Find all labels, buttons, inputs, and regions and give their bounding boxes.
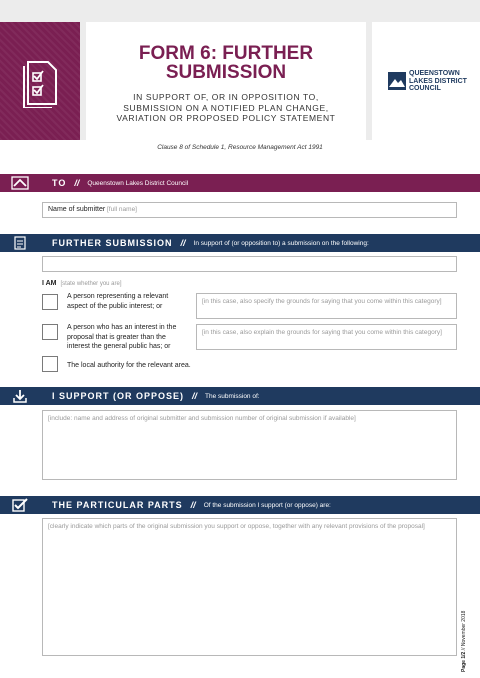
checkbox-tick-icon xyxy=(12,498,28,512)
greater-interest-option: A person who has an interest in the proposal that is greater than the interest the general public has; or xyxy=(67,324,177,350)
council-logo: QUEENSTOWN LAKES DISTRICT COUNCIL xyxy=(388,70,467,93)
local-authority-option: The local authority for the relevant area. xyxy=(67,362,191,369)
particular-parts-bar: THE PARTICULAR PARTS // Of the submission I support (or oppose) are: xyxy=(0,496,480,514)
to-recipient: Queenstown Lakes District Council xyxy=(87,179,189,187)
form-subtitle: IN SUPPORT OF, OR IN OPPOSITION TO, SUBMISSION ON A NOTIFIED PLAN CHANGE, VARIATION OR PROPOSED POLICY STATEMENT xyxy=(116,92,336,123)
to-label: TO xyxy=(52,178,67,188)
clause-reference: Clause 8 of Schedule 1, Resource Management Act 1991 xyxy=(157,144,323,151)
logo-box xyxy=(372,22,480,140)
document-icon xyxy=(14,236,26,250)
further-submission-desc: In support of (or opposition to) a submission on the following: xyxy=(193,239,369,247)
particular-parts-label: THE PARTICULAR PARTS xyxy=(52,500,183,510)
submitter-name-hint: [full name] xyxy=(107,206,137,213)
house-icon xyxy=(11,176,29,190)
support-oppose-label: I SUPPORT (OR OPPOSE) xyxy=(52,391,185,401)
submitter-name-label: Name of submitter xyxy=(48,206,106,213)
support-oppose-desc: The submission of: xyxy=(205,392,260,400)
support-oppose-bar: I SUPPORT (OR OPPOSE) // The submission of: xyxy=(0,387,480,405)
greater-interest-grounds-field[interactable]: [in this case, also explain the grounds for saying that you come within this category] xyxy=(196,324,457,350)
greater-interest-checkbox[interactable] xyxy=(42,324,58,340)
page-number: Page 1/2 // November 2018 xyxy=(461,610,467,672)
form-title: FORM 6: FURTHER SUBMISSION xyxy=(138,43,314,83)
further-submission-bar: FURTHER SUBMISSION // In support of (or opposition to) a submission on the following: xyxy=(0,234,480,252)
submitter-name-field[interactable] xyxy=(42,202,457,218)
public-interest-checkbox[interactable] xyxy=(42,294,58,310)
mountain-logo-icon xyxy=(388,72,406,90)
particular-parts-desc: Of the submission I support (or oppose) are: xyxy=(203,501,331,509)
title-box xyxy=(86,22,366,140)
i-am-heading: I AM [state whether you are] xyxy=(42,280,122,287)
form-header xyxy=(0,0,480,140)
header-icon-block xyxy=(0,22,80,140)
further-submission-label: FURTHER SUBMISSION xyxy=(52,238,173,248)
submission-subject-field[interactable] xyxy=(42,256,457,272)
to-section-bar: TO // Queenstown Lakes District Council xyxy=(0,174,480,192)
public-interest-option: A person representing a relevant aspect of the public interest; or xyxy=(67,293,169,310)
download-arrow-icon xyxy=(13,389,27,403)
particular-parts-field[interactable]: [clearly indicate which parts of the original submission you support or oppose, together with any relevant provisions of the proposal] xyxy=(42,518,457,656)
document-checklist-icon xyxy=(22,58,60,108)
public-interest-grounds-field[interactable]: [in this case, also specify the grounds for saying that you come within this category] xyxy=(196,293,457,319)
original-submission-field[interactable]: [include: name and address of original submitter and submission number of original submission if available] xyxy=(42,410,457,480)
local-authority-checkbox[interactable] xyxy=(42,356,58,372)
